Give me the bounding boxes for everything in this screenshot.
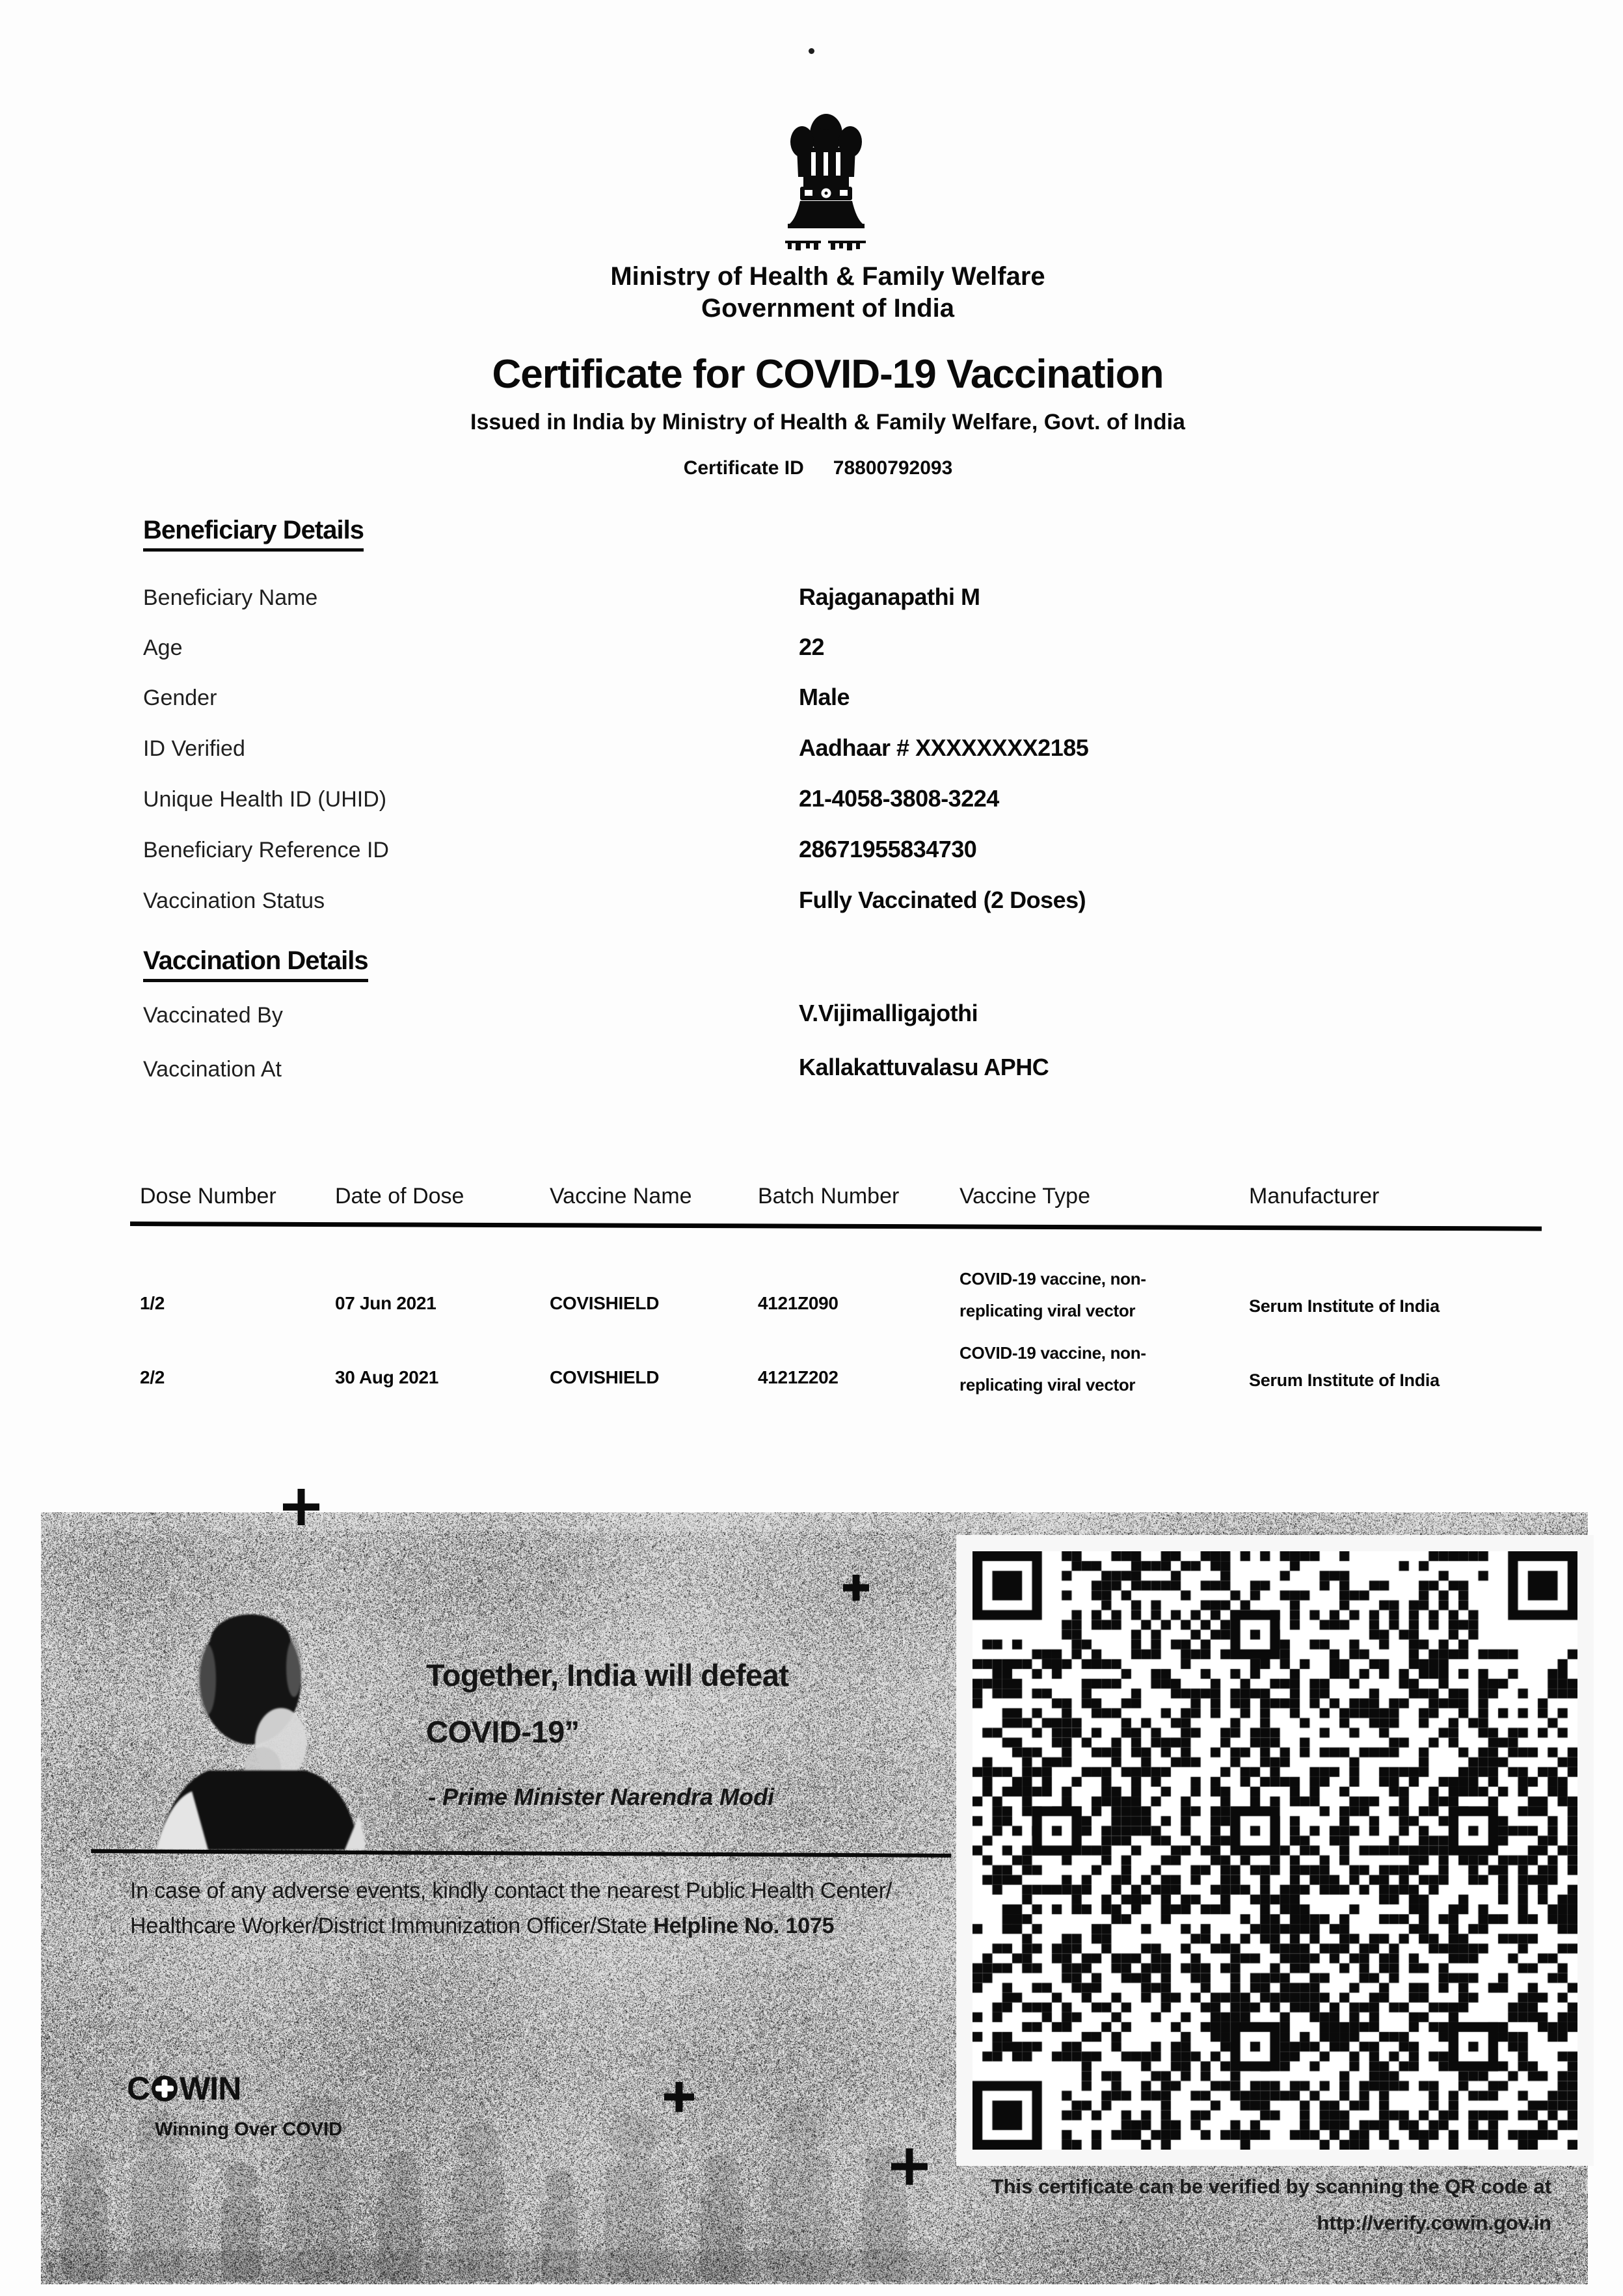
certificate-subtitle: Issued in India by Ministry of Health & Family Welfare, Govt. of India	[470, 410, 1185, 434]
table-cell-dose: 2/2	[140, 1367, 165, 1387]
cowin-tagline: Winning Over COVID	[155, 2119, 343, 2140]
qr-code-panel	[956, 1535, 1594, 2166]
registration-cross-icon	[283, 1489, 319, 1525]
field-value: Aadhaar # XXXXXXXX2185	[799, 734, 1089, 761]
table-cell-type: COVID-19 vaccine, non-replicating viral vector	[959, 1343, 1146, 1395]
table-header-manufacturer: Manufacturer	[1249, 1184, 1380, 1208]
table-header-vaccine: Vaccine Name	[550, 1184, 692, 1208]
cowin-plus-icon	[151, 2075, 178, 2102]
cowin-word-win: WIN	[180, 2070, 241, 2107]
adverse-note-normal: Healthcare Worker/District Immunization Officer/State	[130, 1914, 654, 1938]
table-header-type: Vaccine Type	[959, 1184, 1090, 1208]
qr-code	[972, 1551, 1577, 2150]
table-header-dose: Dose Number	[140, 1184, 276, 1208]
ministry-line: Ministry of Health & Family Welfare	[610, 262, 1045, 291]
certificate-id-row	[7, 457, 1623, 479]
field-label: Vaccinated By	[143, 1003, 283, 1028]
table-cell-vaccine: COVISHIELD	[550, 1367, 660, 1387]
field-value: Fully Vaccinated (2 Doses)	[799, 887, 1086, 913]
table-cell-manufacturer: Serum Institute of India	[1249, 1370, 1440, 1390]
field-label: Beneficiary Reference ID	[143, 838, 389, 862]
field-label: ID Verified	[143, 736, 245, 761]
cowin-logo	[127, 2070, 241, 2107]
table-cell-manufacturer: Serum Institute of India	[1249, 1296, 1440, 1316]
registration-cross-icon	[891, 2148, 928, 2185]
field-value: 21-4058-3808-3224	[799, 785, 999, 812]
field-value: V.Vijimalligajothi	[799, 1000, 978, 1026]
india-national-emblem-icon	[777, 112, 875, 255]
qr-caption-line1: This certificate can be verified by scanning the QR code at	[991, 2175, 1551, 2198]
adverse-note-line1: In case of any adverse events, kindly contact the nearest Public Health Center/	[130, 1878, 892, 1903]
quote-attribution: - Prime Minister Narendra Modi	[428, 1783, 775, 1810]
table-divider	[130, 1221, 1542, 1231]
table-cell-vaccine: COVISHIELD	[550, 1293, 660, 1313]
section-heading-vaccination: Vaccination Details	[143, 946, 368, 982]
qr-caption-line2: http://verify.cowin.gov.in	[1317, 2211, 1551, 2234]
table-cell-type: COVID-19 vaccine, non-replicating viral vector	[959, 1269, 1146, 1321]
certificate-id-label: Certificate ID	[683, 457, 804, 479]
field-label: Unique Health ID (UHID)	[143, 787, 387, 812]
registration-cross-icon	[843, 1575, 869, 1601]
registration-cross-icon	[664, 2082, 694, 2112]
satyameva-jayate-motto	[785, 241, 866, 250]
quote-line: COVID-19”	[426, 1715, 580, 1749]
helpline-number: Helpline No. 1075	[653, 1914, 835, 1938]
section-heading-beneficiary: Beneficiary Details	[143, 516, 364, 552]
quote-line: Together, India will defeat	[426, 1658, 789, 1692]
government-line: Government of India	[701, 294, 954, 323]
field-label: Beneficiary Name	[143, 585, 318, 610]
field-value: 22	[799, 634, 825, 660]
table-cell-batch: 4121Z202	[758, 1367, 838, 1387]
cowin-letter-c: C	[127, 2070, 150, 2107]
table-header-batch: Batch Number	[758, 1184, 900, 1208]
field-value: Rajaganapathi M	[799, 583, 980, 610]
field-label: Vaccination Status	[143, 888, 325, 913]
field-label: Age	[143, 635, 183, 660]
field-value: 28671955834730	[799, 836, 977, 862]
table-cell-batch: 4121Z090	[758, 1293, 838, 1313]
table-cell-date: 30 Aug 2021	[335, 1367, 439, 1387]
field-value: Male	[799, 684, 850, 710]
pm-modi-photo	[130, 1582, 384, 1850]
qr-caption	[911, 2169, 1551, 2241]
field-label: Gender	[143, 686, 217, 710]
field-value: Kallakattuvalasu APHC	[799, 1054, 1049, 1080]
table-cell-date: 07 Jun 2021	[335, 1293, 436, 1313]
table-header-date: Date of Dose	[335, 1184, 464, 1208]
adverse-note-line2	[130, 1914, 834, 1939]
table-cell-dose: 1/2	[140, 1293, 165, 1313]
field-label: Vaccination At	[143, 1057, 282, 1082]
certificate-id-value: 78800792093	[833, 457, 953, 479]
certificate-title: Certificate for COVID-19 Vaccination	[492, 352, 1164, 397]
scan-dot-artifact	[809, 48, 814, 54]
